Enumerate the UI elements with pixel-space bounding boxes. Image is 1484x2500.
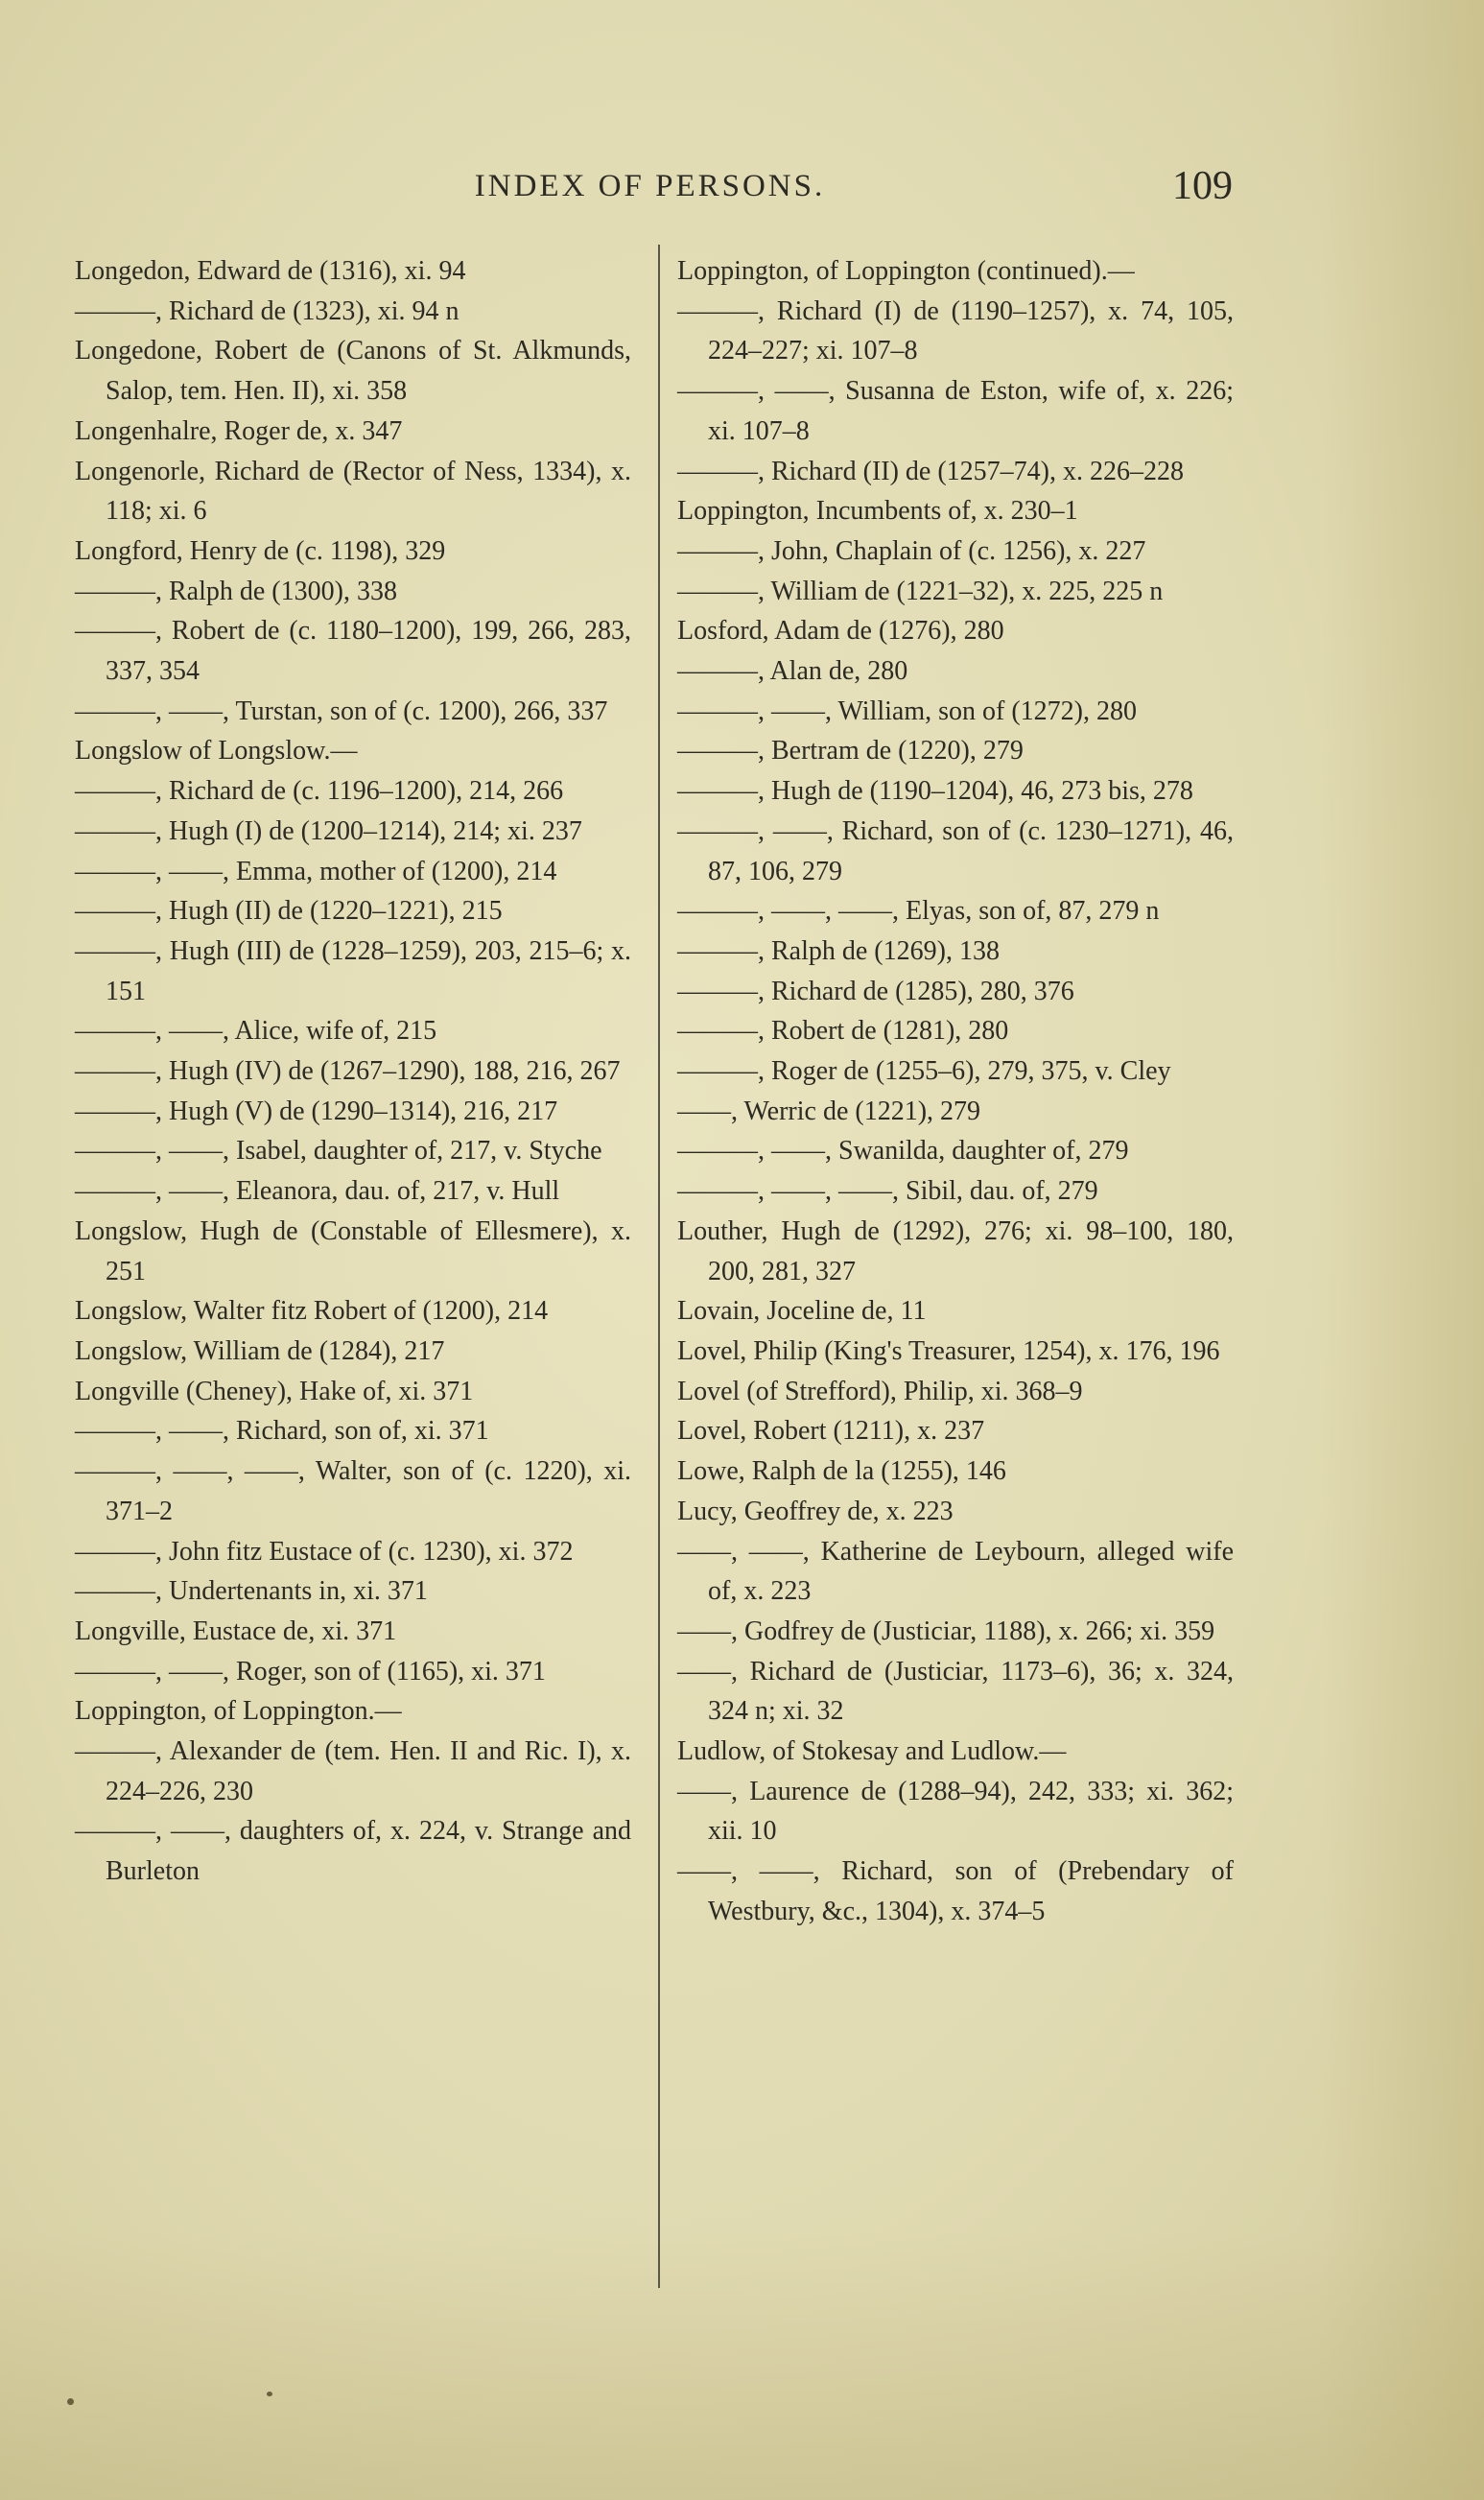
- index-entry: Lovel (of Strefford), Philip, xi. 368–9: [677, 1376, 1083, 1406]
- index-entry: Lucy, Geoffrey de, x. 223: [677, 1496, 954, 1526]
- index-entry: Longford, Henry de (c. 1198), 329: [75, 535, 446, 566]
- index-entry: ——, Richard de (Justiciar, 1173–6), 36; x. 324, 324 n; xi. 32: [677, 1656, 1234, 1727]
- index-entry: ———, Richard (I) de (1190–1257), x. 74, 105, 224–227; xi. 107–8: [677, 295, 1234, 366]
- index-entry: Losford, Adam de (1276), 280: [677, 616, 1004, 647]
- index-entry: Longslow, Hugh de (Constable of Ellesmere), x. 251: [75, 1215, 631, 1286]
- index-entry: ———, Richard de (c. 1196–1200), 214, 266: [75, 776, 564, 807]
- index-entry: Longville (Cheney), Hake of, xi. 371: [75, 1376, 474, 1406]
- index-entry: Longslow, Walter fitz Robert of (1200), 214: [75, 1296, 549, 1327]
- index-entry: ———, Richard de (1323), xi. 94 n: [75, 295, 459, 326]
- page-number: 109: [1172, 164, 1233, 208]
- index-entry: ———, ——, Isabel, daughter of, 217, v. Styche: [75, 1136, 602, 1167]
- index-entry: Lovel, Robert (1211), x. 237: [677, 1416, 985, 1447]
- index-entry: ——, Werric de (1221), 279: [677, 1096, 981, 1126]
- index-entry: Lowe, Ralph de la (1255), 146: [677, 1456, 1006, 1487]
- index-entry: ———, ——, Richard, son of, xi. 371: [75, 1416, 489, 1447]
- index-entry: ———, ——, Alice, wife of, 215: [75, 1016, 437, 1047]
- index-entry: Longenorle, Richard de (Rector of Ness, 1334), x. 118; xi. 6: [75, 456, 631, 527]
- index-entry: ——, ——, Richard, son of (Prebendary of Westbury, &c., 1304), x. 374–5: [677, 1856, 1234, 1926]
- page-bottom-shading: [0, 2231, 1484, 2500]
- index-entry: ———, ——, Emma, mother of (1200), 214: [75, 856, 557, 886]
- column-divider: [658, 245, 660, 2288]
- page-edge-shading: [1321, 0, 1484, 2500]
- index-entry: Loppington, of Loppington (continued).—: [677, 256, 1135, 286]
- index-entry: ———, ——, Turstan, son of (c. 1200), 266, 337: [75, 696, 608, 726]
- index-entry: Longslow of Longslow.—: [75, 736, 358, 767]
- index-entry: ———, Hugh (I) de (1200–1214), 214; xi. 237: [75, 815, 582, 846]
- index-entry: Lovain, Joceline de, 11: [677, 1296, 927, 1327]
- index-entry: ——, Laurence de (1288–94), 242, 333; xi. 362; xii. 10: [677, 1776, 1234, 1847]
- index-entry: ———, Hugh (IV) de (1267–1290), 188, 216, 267: [75, 1056, 621, 1087]
- index-entry: ———, Ralph de (1269), 138: [677, 935, 1000, 966]
- index-entry: ———, ——, Richard, son of (c. 1230–1271), 46, 87, 106, 279: [677, 815, 1234, 886]
- index-entry: ———, ——, ——, Walter, son of (c. 1220), xi. 371–2: [75, 1456, 631, 1526]
- index-entry: ———, Bertram de (1220), 279: [677, 736, 1024, 767]
- index-entry: ———, William de (1221–32), x. 225, 225 n: [677, 576, 1164, 606]
- index-entry: Loppington, of Loppington.—: [75, 1696, 402, 1727]
- index-entry: Loppington, Incumbents of, x. 230–1: [677, 496, 1078, 527]
- index-entry: ———, Ralph de (1300), 338: [75, 576, 397, 606]
- index-entry: Longslow, William de (1284), 217: [75, 1335, 445, 1366]
- index-entry: Lovel, Philip (King's Treasurer, 1254), x. 176, 196: [677, 1335, 1220, 1366]
- right-index-column: [677, 251, 1234, 1932]
- index-entry: ———, ——, William, son of (1272), 280: [677, 696, 1137, 726]
- index-entry: ———, John, Chaplain of (c. 1256), x. 227: [677, 535, 1146, 566]
- ink-speck: [267, 2392, 272, 2396]
- index-entry: ———, ——, Eleanora, dau. of, 217, v. Hull: [75, 1176, 560, 1207]
- index-entry: ———, Hugh (II) de (1220–1221), 215: [75, 896, 503, 927]
- index-entry: ———, Robert de (1281), 280: [677, 1016, 1009, 1047]
- index-entry: ———, ——, Swanilda, daughter of, 279: [677, 1136, 1129, 1167]
- index-entry: Longenhalre, Roger de, x. 347: [75, 415, 403, 446]
- index-entry: Longedon, Edward de (1316), xi. 94: [75, 256, 466, 286]
- index-entry: ———, Hugh de (1190–1204), 46, 273 bis, 278: [677, 776, 1193, 807]
- ink-speck: [67, 2398, 74, 2405]
- index-entry: ———, Roger de (1255–6), 279, 375, v. Cley: [677, 1056, 1171, 1087]
- index-entry: Ludlow, of Stokesay and Ludlow.—: [677, 1736, 1067, 1767]
- index-entry: Longedone, Robert de (Canons of St. Alkmunds, Salop, tem. Hen. II), xi. 358: [75, 336, 631, 407]
- index-entry: ———, Hugh (V) de (1290–1314), 216, 217: [75, 1096, 558, 1126]
- index-entry: ———, Richard de (1285), 280, 376: [677, 976, 1074, 1006]
- index-entry: Louther, Hugh de (1292), 276; xi. 98–100, 180, 200, 281, 327: [677, 1215, 1234, 1286]
- running-title: INDEX OF PERSONS.: [474, 169, 826, 203]
- index-entry: ———, ——, Susanna de Eston, wife of, x. 226; xi. 107–8: [677, 376, 1234, 446]
- index-entry: ———, Robert de (c. 1180–1200), 199, 266, 283, 337, 354: [75, 616, 631, 687]
- left-index-column: [75, 251, 631, 1892]
- index-entry: ———, ——, daughters of, x. 224, v. Strange and Burleton: [75, 1816, 631, 1887]
- index-entry: ——, Godfrey de (Justiciar, 1188), x. 266; xi. 359: [677, 1616, 1215, 1646]
- index-entry: ———, ——, ——, Elyas, son of, 87, 279 n: [677, 896, 1160, 927]
- index-entry: ———, Hugh (III) de (1228–1259), 203, 215–6; x. 151: [75, 935, 631, 1006]
- index-entry: ———, John fitz Eustace of (c. 1230), xi. 372: [75, 1536, 574, 1567]
- index-entry: ———, ——, ——, Sibil, dau. of, 279: [677, 1176, 1098, 1207]
- page-header: [67, 163, 1233, 221]
- index-entry: ———, ——, Roger, son of (1165), xi. 371: [75, 1656, 546, 1686]
- index-entry: Longville, Eustace de, xi. 371: [75, 1616, 397, 1646]
- index-entry: ——, ——, Katherine de Leybourn, alleged wife of, x. 223: [677, 1536, 1234, 1607]
- index-entry: ———, Undertenants in, xi. 371: [75, 1576, 428, 1607]
- index-entry: ———, Alan de, 280: [677, 656, 908, 687]
- index-entry: ———, Alexander de (tem. Hen. II and Ric. I), x. 224–226, 230: [75, 1736, 631, 1806]
- index-entry: ———, Richard (II) de (1257–74), x. 226–228: [677, 456, 1185, 486]
